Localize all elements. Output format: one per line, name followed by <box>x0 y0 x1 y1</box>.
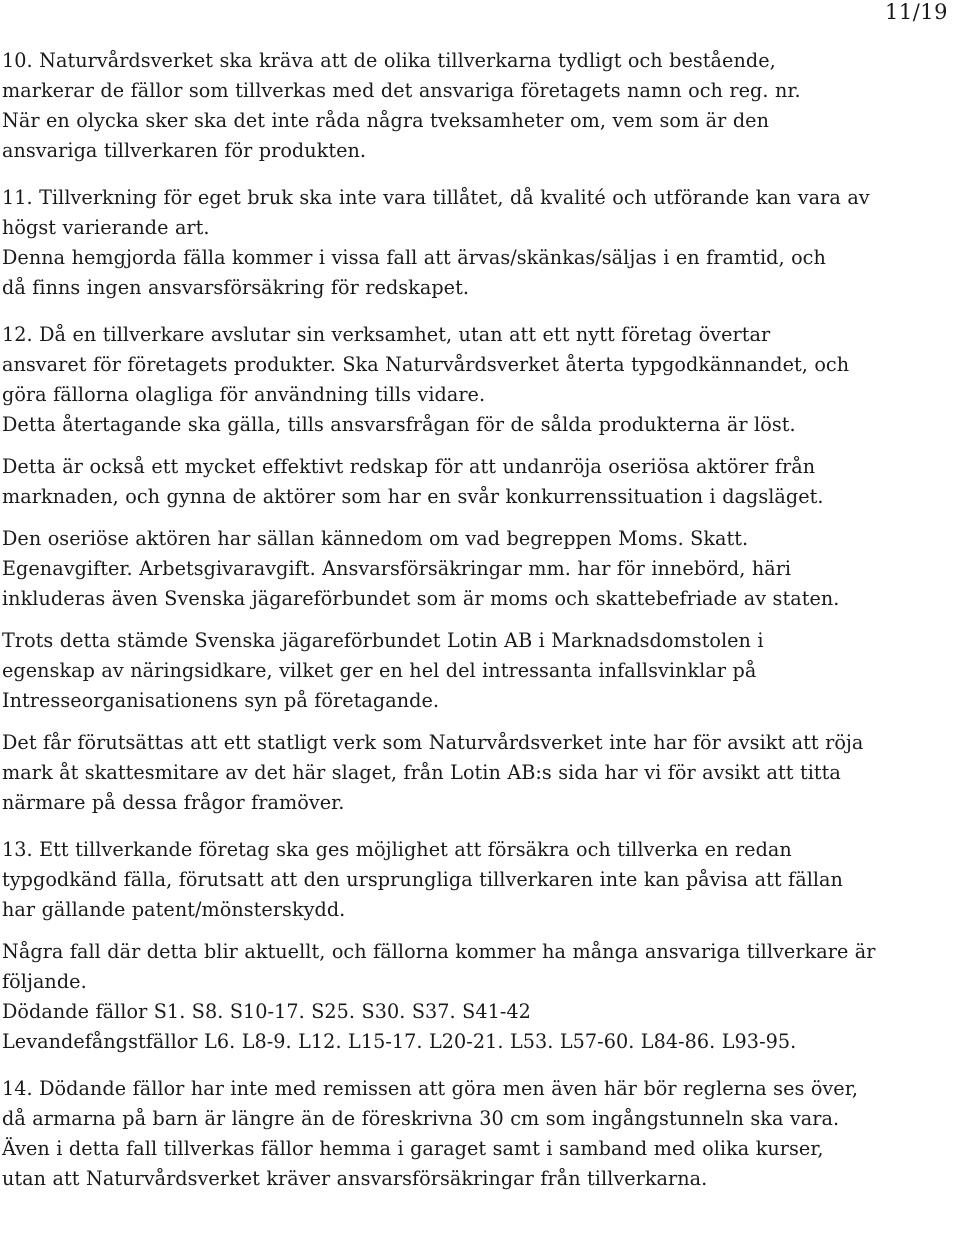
paragraph-13 <box>2 835 954 925</box>
text-line: 12. Då en tillverkare avslutar sin verksamhet, utan att ett nytt företag övertar <box>2 323 771 346</box>
text-line: Intresseorganisationens syn på företagande. <box>2 689 440 712</box>
text-line: Den oseriöse aktören har sällan kännedom om vad begreppen Moms. Skatt. <box>2 527 749 550</box>
text-line: 11. Tillverkning för eget bruk ska inte vara tillåtet, då kvalité och utförande kan vara av <box>2 186 870 209</box>
text-line: närmare på dessa frågor framöver. <box>2 791 345 814</box>
text-line: 14. Dödande fällor har inte med remissen att göra men även här bör reglerna ses över, <box>2 1077 858 1100</box>
text-line: Egenavgifter. Arbetsgivaravgift. Ansvarsförsäkringar mm. har för innebörd, häri <box>2 557 792 580</box>
page-number: 11/19 <box>884 0 948 24</box>
text-line: marknaden, och gynna de aktörer som har en svår konkurrenssituation i dagsläget. <box>2 485 824 508</box>
paragraph-gap <box>2 166 954 183</box>
text-line: Några fall där detta blir aktuellt, och fällorna kommer ha många ansvariga tillverkare är <box>2 940 876 963</box>
text-line: egenskap av näringsidkare, vilket ger en hel del intressanta infallsvinklar på <box>2 659 757 682</box>
text-line: När en olycka sker ska det inte råda några tveksamheter om, vem som är den <box>2 109 769 132</box>
text-line: har gällande patent/mönsterskydd. <box>2 898 346 921</box>
paragraph-gap <box>2 925 954 937</box>
paragraph-marknadsdomstolen <box>2 626 954 716</box>
paragraph-11 <box>2 183 954 303</box>
text-line: då finns ingen ansvarsförsäkring för redskapet. <box>2 276 469 299</box>
text-line: markerar de fällor som tillverkas med det ansvariga företagets namn och reg. nr. <box>2 79 801 102</box>
document-body <box>2 46 954 1194</box>
paragraph-gap <box>2 1057 954 1074</box>
text-line: mark åt skattesmitare av det här slaget, från Lotin AB:s sida har vi för avsikt att titta <box>2 761 841 784</box>
text-line: Detta återtagande ska gälla, tills ansvarsfrågan för de sålda produkterna är löst. <box>2 413 796 436</box>
paragraph-gap <box>2 440 954 452</box>
paragraph-statligt-verk <box>2 728 954 818</box>
paragraph-fall-lista <box>2 937 954 1057</box>
text-line: 10. Naturvårdsverket ska kräva att de olika tillverkarna tydligt och bestående, <box>2 49 776 72</box>
text-line: Denna hemgjorda fälla kommer i vissa fall att ärvas/skänkas/säljas i en framtid, och <box>2 246 826 269</box>
paragraph-gap <box>2 716 954 728</box>
text-line: 13. Ett tillverkande företag ska ges möjlighet att försäkra och tillverka en redan <box>2 838 792 861</box>
text-line: Det får förutsättas att ett statligt verk som Naturvårdsverket inte har för avsikt att röja <box>2 731 864 754</box>
paragraph-gap <box>2 818 954 835</box>
paragraph-redskap <box>2 452 954 512</box>
paragraph-gap <box>2 303 954 320</box>
text-line: Levandefångstfällor L6. L8-9. L12. L15-17. L20-21. L53. L57-60. L84-86. L93-95. <box>2 1030 797 1053</box>
paragraph-10 <box>2 46 954 166</box>
text-line: då armarna på barn är längre än de föreskrivna 30 cm som ingångstunneln ska vara. <box>2 1107 840 1130</box>
text-line: typgodkänd fälla, förutsatt att den ursprungliga tillverkaren inte kan påvisa att fällan <box>2 868 843 891</box>
paragraph-14 <box>2 1074 954 1194</box>
text-line: följande. <box>2 970 87 993</box>
paragraph-gap <box>2 614 954 626</box>
text-line: ansvaret för företagets produkter. Ska Naturvårdsverket återta typgodkännandet, och <box>2 353 850 376</box>
text-line: högst varierande art. <box>2 216 210 239</box>
text-line: Detta är också ett mycket effektivt redskap för att undanröja oseriösa aktörer från <box>2 455 816 478</box>
text-line: utan att Naturvårdsverket kräver ansvarsförsäkringar från tillverkarna. <box>2 1167 708 1190</box>
text-line: Trots detta stämde Svenska jägareförbundet Lotin AB i Marknadsdomstolen i <box>2 629 764 652</box>
text-line: Även i detta fall tillverkas fällor hemma i garaget samt i samband med olika kurser, <box>2 1137 824 1160</box>
text-line: inkluderas även Svenska jägareförbundet som är moms och skattebefriade av staten. <box>2 587 840 610</box>
paragraph-12 <box>2 320 954 440</box>
text-line: ansvariga tillverkaren för produkten. <box>2 139 367 162</box>
text-line: Dödande fällor S1. S8. S10-17. S25. S30. S37. S41-42 <box>2 1000 531 1023</box>
paragraph-gap <box>2 512 954 524</box>
paragraph-oseriose <box>2 524 954 614</box>
text-line: göra fällorna olagliga för användning tills vidare. <box>2 383 486 406</box>
